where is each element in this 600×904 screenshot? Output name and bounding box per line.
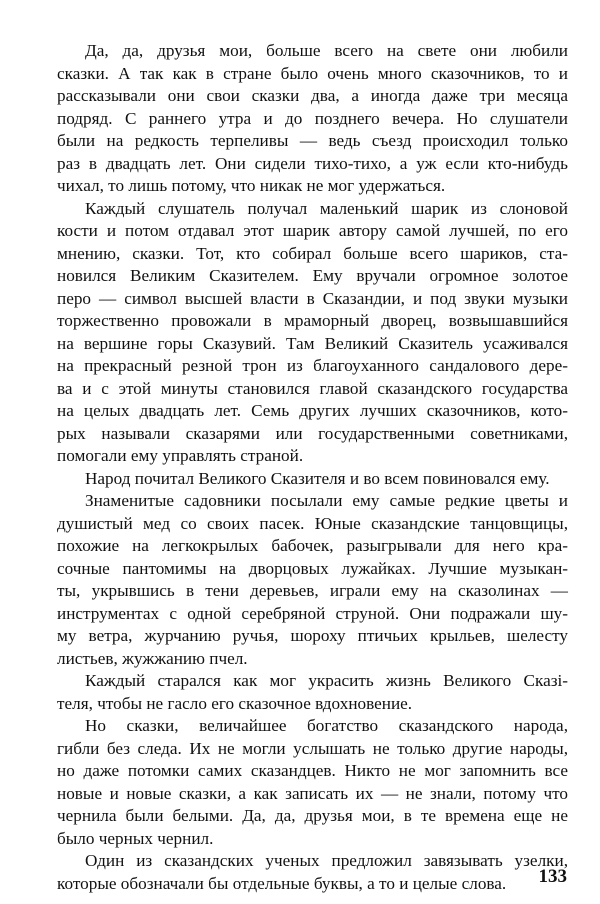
text-line: листьев, жужжанию пчел. <box>57 648 248 668</box>
text-line: перо — символ высшей власти в Сказандии, и под звуки музыки <box>57 288 568 308</box>
text-line: Один из сказандских ученых предложил завязывать узелки, <box>85 851 568 870</box>
paragraph <box>57 468 568 491</box>
paragraph <box>57 850 568 895</box>
paragraph <box>57 715 568 850</box>
text-line: мнению, сказки. Тот, кто собирал больше всего шариков, ста- <box>57 243 568 263</box>
text-line: были на редкость терпеливы — ведь съезд происходил только <box>57 131 568 150</box>
text-line: Да, да, друзья мои, больше всего на свете они любили <box>85 41 568 60</box>
paragraph <box>57 198 568 468</box>
text-line: чихал, то лишь потому, что никак не мог удержаться. <box>57 176 446 195</box>
text-line: на прекрасный резной трон из благоуханного сандалового дере- <box>57 356 568 375</box>
text-line: торжественно провожали в мраморный дворец, возвышавшийся <box>57 311 568 330</box>
page-number: 133 <box>538 866 567 887</box>
text-line: но даже потомки самих сказандцев. Никто не мог запомнить все <box>57 761 568 780</box>
text-line: сочные пантомимы на дворцовых лужайках. Лучшие музыкан- <box>57 558 568 578</box>
text-line: подряд. С раннего утра и до позднего вечера. Но слушатели <box>57 108 568 128</box>
text-line: помогали ему управлять страной. <box>57 446 304 465</box>
text-line: было черных чернил. <box>57 828 214 848</box>
text-line: ты, укрывшись в тени деревьев, играли ему на сказолинах — <box>57 581 568 600</box>
text-line: которые обозначали бы отдельные буквы, а то и целые слова. <box>57 873 507 893</box>
text-line: инструментах с одной серебряной струной. Они подражали шу- <box>57 603 568 623</box>
text-line: на вершине горы Сказувий. Там Великий Сказитель усаживался <box>57 333 568 353</box>
text-line: ва и с этой минуты становился главой сказандского государства <box>57 378 568 398</box>
text-line: сказки. А так как в стране было очень много сказочников, то и <box>57 63 568 83</box>
text-line: Каждый слушатель получал маленький шарик из слоновой <box>85 198 568 218</box>
paragraph <box>57 670 568 715</box>
text-line: на целых двадцать лет. Семь других лучших сказочников, кото- <box>57 401 568 420</box>
text-line: рассказывали они свои сказки два, а иногда даже три месяца <box>57 86 568 105</box>
text-line: Каждый старался как мог украсить жизнь Великого Сказі- <box>85 671 568 690</box>
text-line: раз в двадцать лет. Они сидели тихо-тихо, а уж если кто-нибудь <box>57 153 568 173</box>
text-line: Но сказки, величайшее богатство сказандского народа, <box>85 716 568 735</box>
text-line: му ветра, журчанию ручья, шороху птичьих крыльев, шелесту <box>57 626 568 645</box>
paragraph <box>57 40 568 198</box>
text-line: теля, чтобы не гасло его сказочное вдохновение. <box>57 693 413 713</box>
text-line: Знаменитые садовники посылали ему самые редкие цветы и <box>85 491 568 510</box>
paragraph <box>57 490 568 670</box>
text-line: чернила были белыми. Да, да, друзья мои, в те времена еще не <box>57 806 568 825</box>
text-line: Народ почитал Великого Сказителя и во всем повиновался ему. <box>85 468 550 488</box>
text-line: похожие на легкокрылых бабочек, разыгрывали для него кра- <box>57 536 568 555</box>
text-line: гибли без следа. Их не могли услышать не только другие народы, <box>57 738 568 758</box>
text-line: рых называли сказарями или государственными советниками, <box>57 423 568 443</box>
text-line: душистый мед со своих пасек. Юные сказандские танцовщицы, <box>57 513 568 533</box>
text-line: кости и потом отдавал этот шарик автору самой лучшей, по его <box>57 221 568 240</box>
book-page-text <box>57 40 568 895</box>
text-line: новился Великим Сказителем. Ему вручали огромное золотое <box>57 266 568 285</box>
text-line: новые и новые сказки, а как записать их — не знали, потому что <box>57 783 568 803</box>
